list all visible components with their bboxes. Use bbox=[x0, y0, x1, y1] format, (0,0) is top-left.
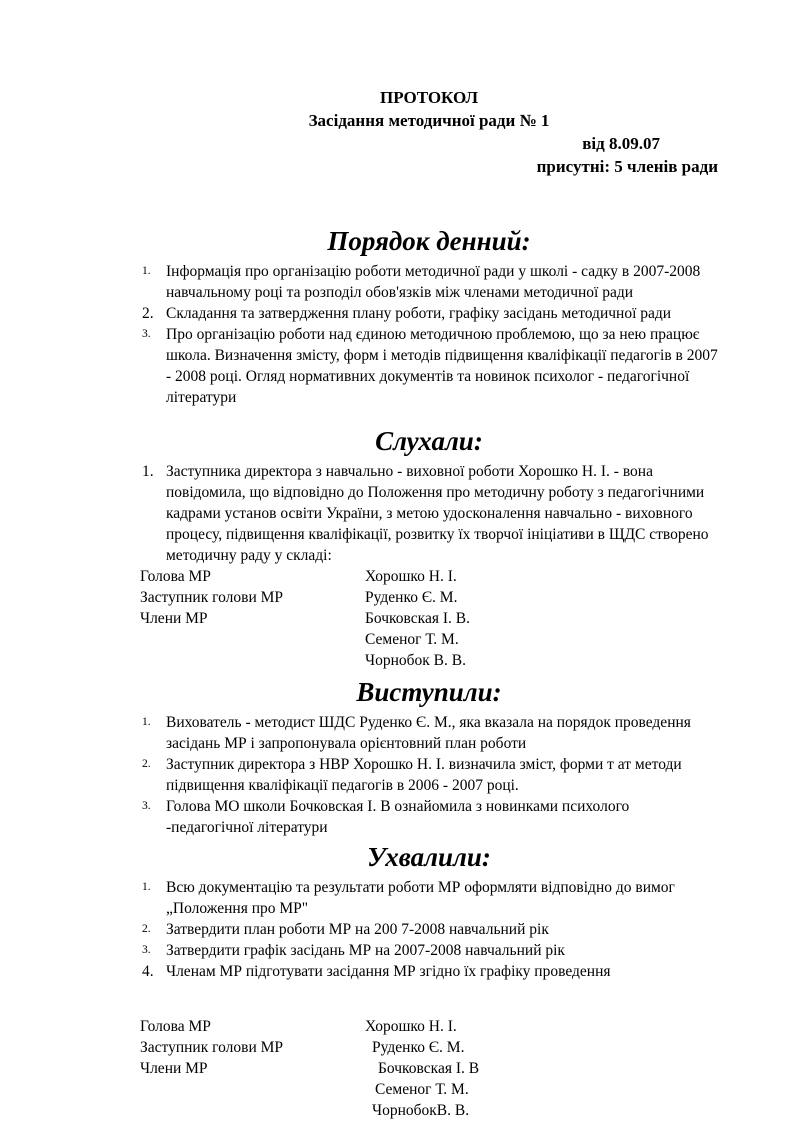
council-name: Руденко Є. М. bbox=[365, 589, 458, 606]
item-number: 4. bbox=[142, 963, 154, 980]
council-role: Члени МР bbox=[140, 610, 208, 627]
agenda-list bbox=[140, 261, 718, 408]
item-number: 2. bbox=[142, 305, 154, 322]
item-number: 3. bbox=[142, 800, 151, 812]
item-number: 3. bbox=[142, 944, 151, 956]
item-text: Про організацію роботи над єдиною методичною проблемою, що за нею працює школа. Визначення змісту, форм і методів підвищення кваліфікації педагогів в 2007 - 2008 році. Огляд нормативних документів та новинок психолог - педагогічної літератури bbox=[166, 326, 718, 406]
item-text: Заступника директора з навчально - виховної роботи Хорошко Н. І. - вона повідомила, що відповідно до Положення про методичну роботу з педагогічними кадрами установ освіти України, з метою удосконалення навчально - виховного процесу, підвищення кваліфікації, розвитку їх творчої ініціативи в ЩДС створено методичну раду у складі: bbox=[166, 463, 709, 564]
spoke-item bbox=[140, 754, 718, 796]
item-text: Членам МР підготувати засідання МР згідно їх графіку проведення bbox=[166, 963, 611, 980]
council-row bbox=[140, 566, 718, 587]
item-text: Голова МО школи Бочковская І. В ознайомила з новинками психолого -педагогічної літератури bbox=[166, 798, 630, 836]
resolved-item bbox=[140, 919, 718, 940]
protocol-subtitle: Засідання методичної ради № 1 bbox=[308, 111, 550, 130]
council-row bbox=[140, 650, 718, 671]
item-number: 2. bbox=[142, 923, 151, 935]
council-name: Чорнобок В. В. bbox=[365, 652, 466, 669]
agenda-heading: Порядок денний: bbox=[327, 226, 531, 256]
item-number: 1. bbox=[142, 463, 154, 480]
council-role: Голова МР bbox=[140, 568, 211, 585]
council-role: Заступник голови МР bbox=[140, 589, 284, 606]
item-number: 1. bbox=[142, 265, 151, 277]
agenda-item bbox=[140, 303, 718, 324]
attendees-line: присутні: 5 членів ради bbox=[536, 157, 718, 176]
spoke-heading: Виступили: bbox=[356, 677, 502, 707]
signature-row bbox=[140, 1079, 718, 1100]
item-text: Затвердити графік засідань МР на 2007-2008 навчальний рік bbox=[166, 942, 565, 959]
item-text: Заступник директора з НВР Хорошко Н. І. визначила зміст, форми т ат методи підвищення кваліфікації педагогів в 2006 - 2007 році. bbox=[166, 756, 682, 794]
resolved-heading: Ухвалили: bbox=[367, 842, 491, 872]
protocol-date: від 8.09.07 bbox=[582, 134, 660, 153]
item-text: Вихователь - методист ШДС Руденко Є. М., яка вказала на порядок проведення засідань МР і запропонувала орієнтовний план роботи bbox=[166, 714, 691, 752]
council-name: Хорошко Н. І. bbox=[365, 568, 457, 585]
item-text: Всю документацію та результати роботи МР оформляти відповідно до вимог „Положення про МР" bbox=[166, 879, 675, 917]
spoke-list bbox=[140, 712, 718, 838]
council-name: Бочковская І. В. bbox=[365, 610, 470, 627]
signature-row bbox=[140, 1016, 718, 1037]
item-number: 2. bbox=[142, 758, 151, 770]
council-role bbox=[140, 629, 365, 650]
signature-role bbox=[140, 1079, 365, 1100]
signature-block bbox=[140, 1016, 718, 1121]
item-text: Затвердити план роботи МР на 200 7-2008 навчальний рік bbox=[166, 921, 549, 938]
signature-name: Семеног Т. М. bbox=[375, 1081, 469, 1098]
item-number: 3. bbox=[142, 328, 151, 340]
signature-role: Члени МР bbox=[140, 1060, 208, 1077]
council-composition bbox=[140, 566, 718, 671]
spoke-item bbox=[140, 796, 718, 838]
heard-heading: Слухали: bbox=[375, 426, 483, 456]
council-role bbox=[140, 650, 365, 671]
agenda-item bbox=[140, 324, 718, 408]
council-row bbox=[140, 608, 718, 629]
council-name: Семеног Т. М. bbox=[365, 631, 459, 648]
council-row bbox=[140, 629, 718, 650]
resolved-item bbox=[140, 961, 718, 982]
spoke-item bbox=[140, 712, 718, 754]
signature-row bbox=[140, 1037, 718, 1058]
signature-row bbox=[140, 1058, 718, 1079]
item-text: Інформація про організацію роботи методичної ради у школі - садку в 2007-2008 навчальному році та розподіл обов'язків між членами методичної ради bbox=[166, 263, 701, 301]
item-number: 1. bbox=[142, 716, 151, 728]
signature-name: Хорошко Н. І. bbox=[365, 1018, 457, 1035]
protocol-title: ПРОТОКОЛ bbox=[379, 88, 478, 107]
heard-list bbox=[140, 461, 718, 566]
signature-name: Бочковская І. В bbox=[378, 1060, 480, 1077]
signature-name: ЧорнобокВ. В. bbox=[372, 1102, 470, 1119]
signature-row bbox=[140, 1100, 718, 1121]
signature-role: Голова МР bbox=[140, 1018, 211, 1035]
heard-item bbox=[140, 461, 718, 566]
item-text: Складання та затвердження плану роботи, графіку засідань методичної ради bbox=[166, 305, 672, 322]
resolved-item bbox=[140, 877, 718, 919]
signature-role: Заступник голови МР bbox=[140, 1039, 284, 1056]
signature-name: Руденко Є. М. bbox=[372, 1039, 465, 1056]
agenda-item bbox=[140, 261, 718, 303]
resolved-list bbox=[140, 877, 718, 982]
document-header bbox=[140, 86, 718, 178]
resolved-item bbox=[140, 940, 718, 961]
item-number: 1. bbox=[142, 881, 151, 893]
council-row bbox=[140, 587, 718, 608]
signature-role bbox=[140, 1100, 365, 1121]
